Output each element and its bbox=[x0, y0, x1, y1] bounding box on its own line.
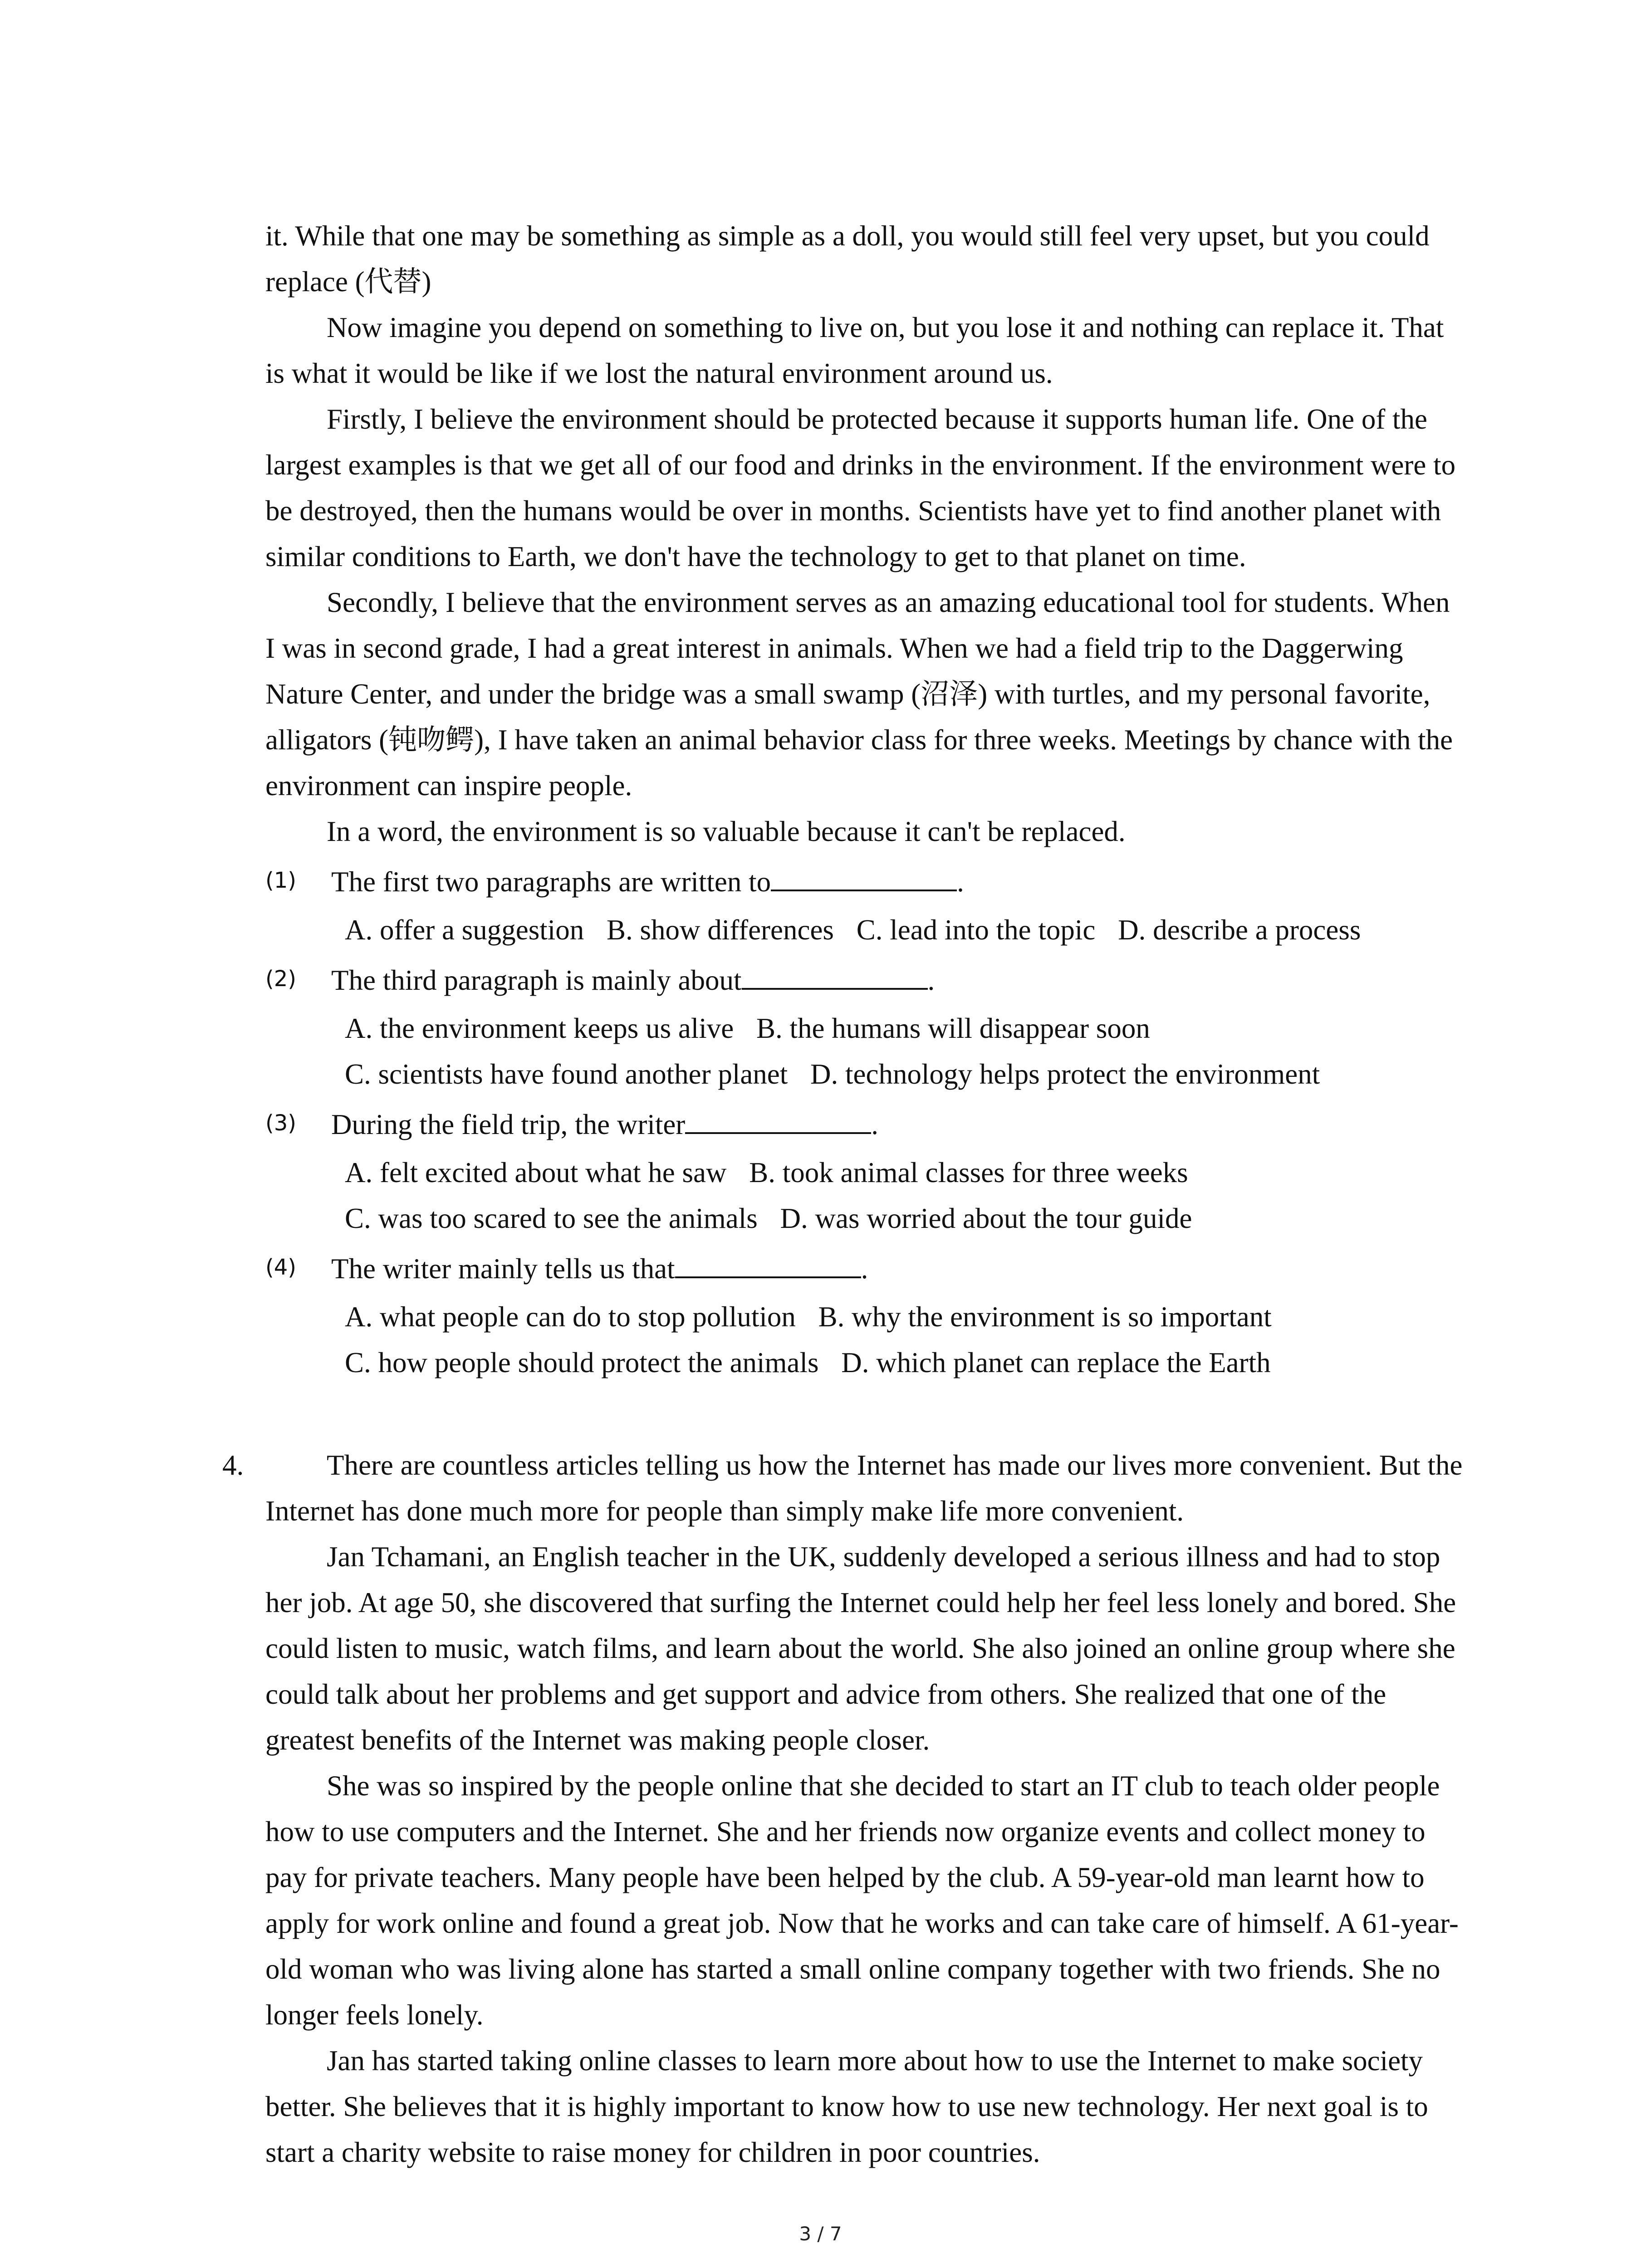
question-3 bbox=[265, 1102, 1463, 1242]
option-b[interactable]: B. show differences bbox=[606, 914, 834, 946]
passage-4-paragraph-4: Jan has started taking online classes to learn more about how to use the Internet to make society better. She believes that it is highly important to know how to use new technology. Her next goal is to start a charity website to raise money for children in poor countries. bbox=[265, 2045, 1428, 2168]
options-line bbox=[265, 1051, 1463, 1097]
page-number: 3 / 7 bbox=[799, 2223, 842, 2245]
question-end: . bbox=[861, 1253, 868, 1285]
options-line bbox=[265, 1006, 1463, 1051]
option-d[interactable]: D. technology helps protect the environment bbox=[810, 1058, 1320, 1090]
passage-3-paragraph-5: In a word, the environment is so valuable because it can't be replaced. bbox=[327, 816, 1126, 847]
question-stem: During the field trip, the writer bbox=[331, 1109, 686, 1140]
passage-3-paragraph-3: Firstly, I believe the environment should be protected because it supports human life. One of the largest examples is that we get all of our food and drinks in the environment. If the environment were to be destroyed, then the humans would be over in months. Scientists have yet to find another planet with similar conditions to Earth, we don't have the technology to get to that planet on time. bbox=[265, 403, 1456, 572]
question-number: (4) bbox=[265, 1255, 296, 1280]
options-line bbox=[265, 907, 1463, 953]
passage-3-paragraph-4: Secondly, I believe that the environment serves as an amazing educational tool for students. When I was in second grade, I had a great interest in animals. When we had a field trip to the Daggerwing Nature Center, and under the bridge was a small swamp (沼泽) with turtles, and my personal favorite, alligators (钝吻鳄), I have taken an animal behavior class for three weeks. Meetings by chance with the environment can inspire people. bbox=[265, 587, 1453, 802]
answer-blank[interactable] bbox=[771, 862, 957, 891]
option-b[interactable]: B. why the environment is so important bbox=[818, 1301, 1272, 1333]
item-number: 4. bbox=[222, 1449, 244, 1481]
question-end: . bbox=[927, 964, 935, 996]
option-a[interactable]: A. what people can do to stop pollution bbox=[345, 1301, 796, 1333]
passage-3-paragraph-1-continued: it. While that one may be something as simple as a doll, you would still feel very upset, but you could replace (代替) bbox=[265, 220, 1430, 298]
options-line bbox=[265, 1150, 1463, 1196]
question-4 bbox=[265, 1246, 1463, 1386]
option-d[interactable]: D. was worried about the tour guide bbox=[780, 1202, 1192, 1234]
passage-4-paragraph-2: Jan Tchamani, an English teacher in the UK, suddenly developed a serious illness and had to stop her job. At age 50, she discovered that surfing the Internet could help her feel less lonely and bored. She could listen to music, watch films, and learn about the world. She also joined an online group where she could talk about her problems and get support and advice from others. She realized that one of the greatest benefits of the Internet was making people closer. bbox=[265, 1541, 1456, 1756]
options-line bbox=[265, 1196, 1463, 1242]
question-number: (1) bbox=[265, 868, 296, 893]
passage-4 bbox=[222, 1442, 1465, 2175]
answer-blank[interactable] bbox=[685, 1105, 871, 1134]
option-c[interactable]: C. lead into the topic bbox=[856, 914, 1096, 946]
answer-blank[interactable] bbox=[675, 1249, 861, 1278]
passage-4-paragraph-3: She was so inspired by the people online that she decided to start an IT club to teach older people how to use computers and the Internet. She and her friends now organize events and collect money to pay for private teachers. Many people have been helped by the club. A 59-year-old man learnt how to apply for work online and found a great job. Now that he works and can take care of himself. A 61-year-old woman who was living alone has started a small online company together with two friends. She no longer feels lonely. bbox=[265, 1770, 1459, 2031]
question-2 bbox=[265, 958, 1463, 1097]
question-1 bbox=[265, 859, 1463, 953]
option-a[interactable]: A. felt excited about what he saw bbox=[345, 1157, 727, 1188]
question-stem: The writer mainly tells us that bbox=[331, 1253, 675, 1285]
option-b[interactable]: B. the humans will disappear soon bbox=[756, 1012, 1150, 1044]
option-b[interactable]: B. took animal classes for three weeks bbox=[749, 1157, 1188, 1188]
question-number: (2) bbox=[265, 966, 296, 992]
question-list bbox=[265, 859, 1463, 1386]
option-a[interactable]: A. offer a suggestion bbox=[345, 914, 584, 946]
passage-4-paragraph-1: There are countless articles telling us how the Internet has made our lives more convenient. But the Internet has done much more for people than simply make life more convenient. bbox=[265, 1449, 1463, 1527]
question-number: (3) bbox=[265, 1110, 296, 1136]
option-d[interactable]: D. which planet can replace the Earth bbox=[841, 1347, 1271, 1378]
passage-3-paragraph-2: Now imagine you depend on something to live on, but you lose it and nothing can replace it. That is what it would be like if we lost the natural environment around us. bbox=[265, 312, 1444, 389]
option-c[interactable]: C. scientists have found another planet bbox=[345, 1058, 788, 1090]
question-stem: The third paragraph is mainly about bbox=[331, 964, 742, 996]
option-c[interactable]: C. was too scared to see the animals bbox=[345, 1202, 758, 1234]
passage-3 bbox=[265, 213, 1463, 1386]
options-line bbox=[265, 1340, 1463, 1386]
answer-blank[interactable] bbox=[742, 961, 928, 990]
question-end: . bbox=[871, 1109, 879, 1140]
question-stem: The first two paragraphs are written to bbox=[331, 866, 771, 898]
option-d[interactable]: D. describe a process bbox=[1118, 914, 1361, 946]
options-line bbox=[265, 1294, 1463, 1340]
question-end: . bbox=[957, 866, 964, 898]
option-c[interactable]: C. how people should protect the animals bbox=[345, 1347, 819, 1378]
option-a[interactable]: A. the environment keeps us alive bbox=[345, 1012, 734, 1044]
